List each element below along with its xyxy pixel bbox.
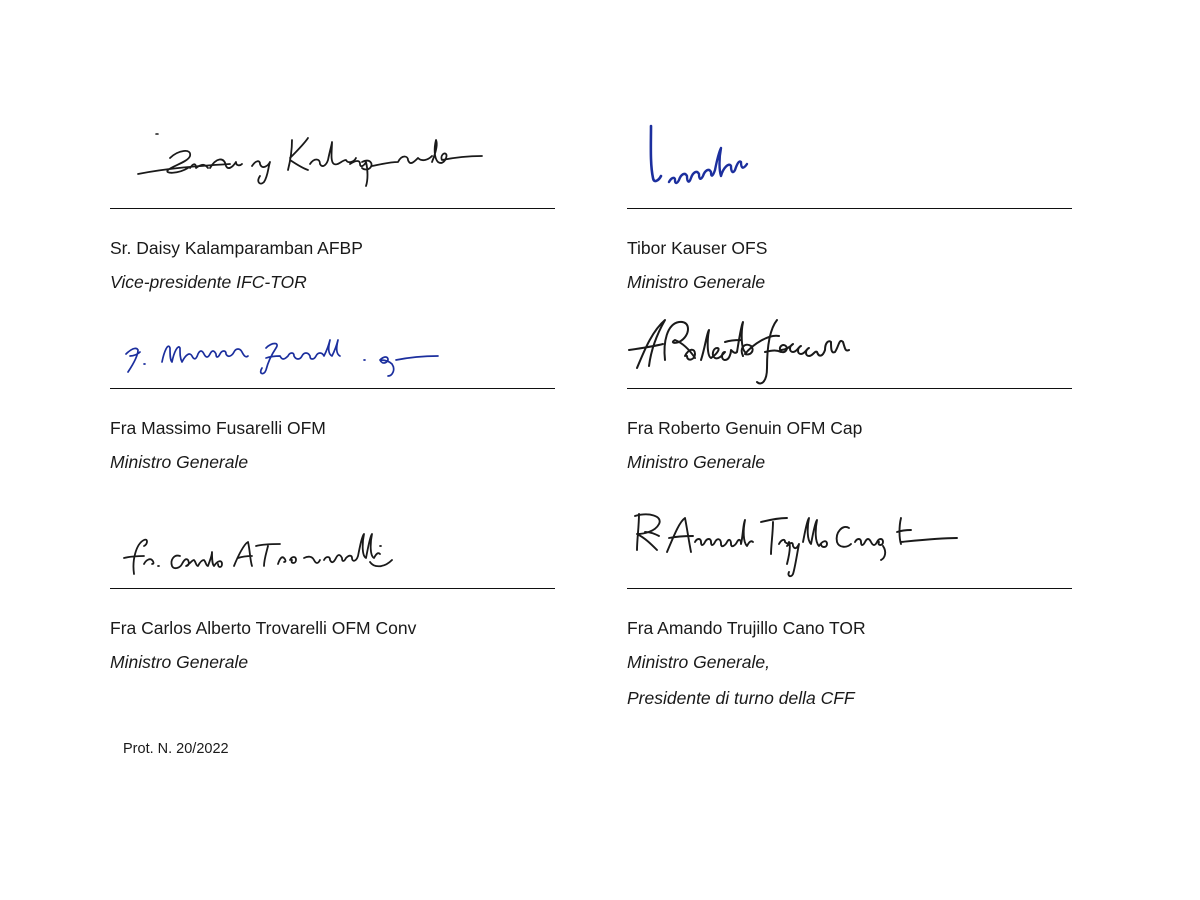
handwritten-signature-icon [110,302,555,388]
signature-line [110,502,555,589]
handwritten-signature-icon [627,122,1072,208]
signatory-name: Fra Massimo Fusarelli OFM [110,418,326,438]
signatory-block-kauser [627,122,1072,293]
signature-line [110,302,555,389]
signatory-name: Fra Roberto Genuin OFM Cap [627,418,863,438]
signatory-role: Ministro Generale, [627,652,770,672]
signatory-name: Sr. Daisy Kalamparamban AFBP [110,238,363,258]
signatory-role: Ministro Generale [110,452,249,472]
signatory-role-secondary: Presidente di turno della CFF [627,688,855,708]
protocol-number: Prot. N. 20/2022 [123,741,229,757]
signatory-block-kalamparamban [110,122,555,293]
signatory-name: Fra Carlos Alberto Trovarelli OFM Conv [110,618,417,638]
signatory-block-genuin [627,302,1072,473]
signatory-block-fusarelli [110,302,555,473]
handwritten-signature-icon [110,122,555,208]
handwritten-signature-icon [627,502,1072,588]
signatory-block-trujillo-cano [627,502,1072,709]
signatory-name: Tibor Kauser OFS [627,238,768,258]
signatory-role: Ministro Generale [110,652,249,672]
signatory-name: Fra Amando Trujillo Cano TOR [627,618,866,638]
signatory-role: Ministro Generale [627,272,766,292]
handwritten-signature-icon [110,502,555,588]
signatory-role: Ministro Generale [627,452,766,472]
signature-line [627,122,1072,209]
signatory-role: Vice-presidente IFC-TOR [110,272,307,292]
signatory-block-trovarelli [110,502,555,673]
signature-line [627,502,1072,589]
handwritten-signature-icon [627,302,1072,388]
signature-line [110,122,555,209]
signature-line [627,302,1072,389]
